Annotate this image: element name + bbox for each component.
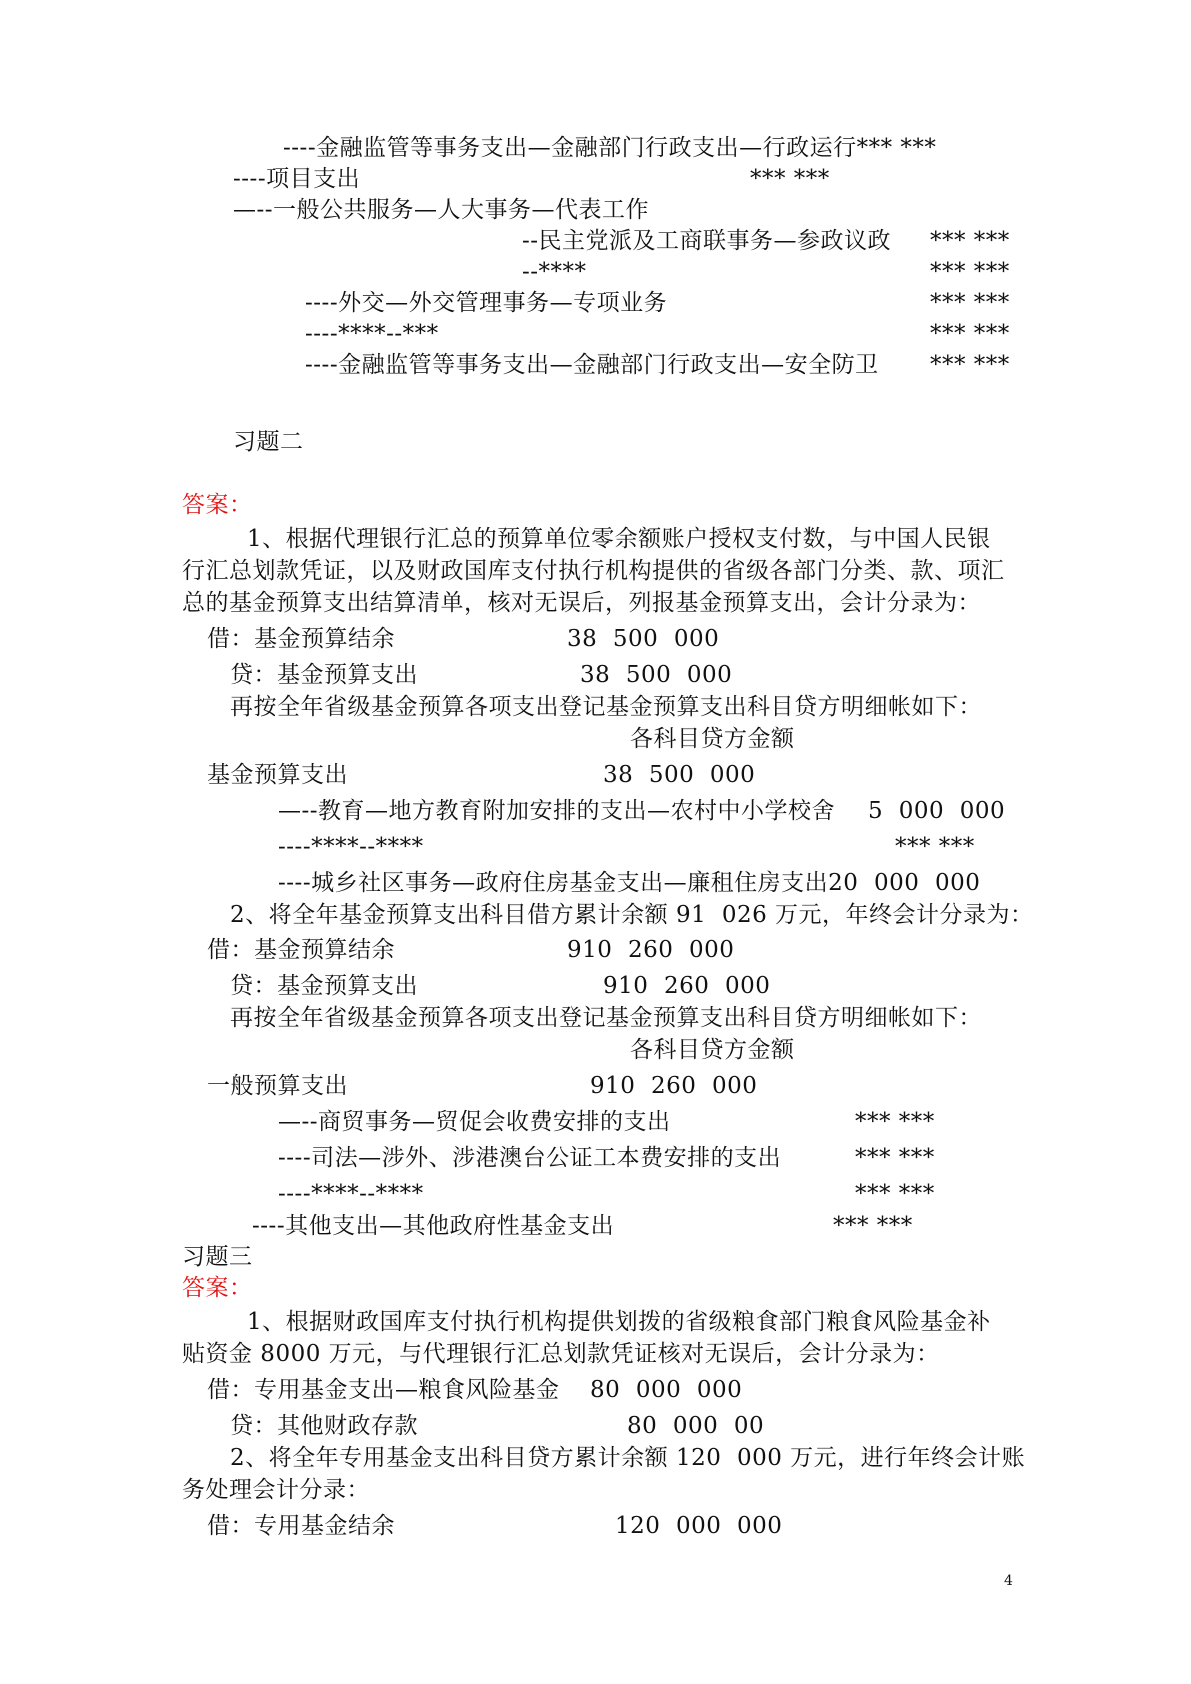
paragraph-line: 总的基金预算支出结算清单，核对无误后，列报基金预算支出，会计分录为：	[182, 590, 981, 616]
ledger-amount: *** ***	[930, 228, 1010, 254]
ledger-line: --****	[522, 259, 587, 285]
ledger-line: ----外交—外交管理事务—专项业务	[305, 290, 668, 316]
paragraph-line: 2、将全年专用基金支出科目贷方累计余额 120 000 万元，进行年终会计账	[230, 1445, 1026, 1471]
entry-credit: 贷：其他财政存款	[230, 1413, 418, 1439]
ledger-amount: *** ***	[930, 290, 1010, 316]
ledger-amount: *** ***	[930, 321, 1010, 347]
ledger-line: --民主党派及工商联事务—参政议政	[522, 228, 892, 254]
detail-account: 基金预算支出	[207, 762, 348, 788]
ledger-line: —--一般公共服务—人大事务—代表工作	[233, 197, 650, 223]
entry-credit: 贷：基金预算支出	[230, 662, 418, 688]
entry-amount: 38 500 000	[567, 626, 720, 652]
detail-line: ----其他支出—其他政府性基金支出	[252, 1213, 615, 1239]
entry-amount: 80 000 000	[590, 1377, 743, 1403]
ledger-amount: *** ***	[930, 352, 1010, 378]
entry-debit: 借：专用基金支出—粮食风险基金	[207, 1377, 560, 1403]
entry-amount: 120 000 000	[615, 1513, 783, 1539]
ledger-line: ----金融监管等事务支出—金融部门行政支出—安全防卫	[305, 352, 879, 378]
detail-line: —--商贸事务—贸促会收费安排的支出	[278, 1109, 671, 1135]
detail-column-header: 各科目贷方金额	[630, 1037, 795, 1063]
detail-amount: *** ***	[895, 834, 975, 860]
ledger-line: ----金融监管等事务支出—金融部门行政支出—行政运行*** ***	[283, 135, 937, 161]
entry-credit: 贷：基金预算支出	[230, 973, 418, 999]
entry-debit: 借：专用基金结余	[207, 1513, 395, 1539]
detail-amount: *** ***	[833, 1213, 913, 1239]
ledger-amount: *** ***	[930, 259, 1010, 285]
detail-amount: 38 500 000	[603, 762, 756, 788]
ledger-amount: *** ***	[750, 166, 830, 192]
detail-intro: 再按全年省级基金预算各项支出登记基金预算支出科目贷方明细帐如下：	[230, 1005, 982, 1031]
entry-amount: 38 500 000	[580, 662, 733, 688]
paragraph-line: 务处理会计分录：	[182, 1477, 370, 1503]
detail-amount: *** ***	[855, 1145, 935, 1171]
paragraph-line: 行汇总划款凭证，以及财政国库支付执行机构提供的省级各部门分类、款、项汇	[182, 558, 1005, 584]
detail-line: ----城乡社区事务—政府住房基金支出—廉租住房支出20 000 000	[278, 870, 981, 896]
paragraph-line: 1、根据财政国库支付执行机构提供划拨的省级粮食部门粮食风险基金补	[247, 1309, 991, 1335]
entry-debit: 借：基金预算结余	[207, 626, 395, 652]
answer-label: 答案：	[182, 1275, 253, 1301]
entry-amount: 910 260 000	[567, 937, 735, 963]
detail-amount: *** ***	[855, 1109, 935, 1135]
detail-line: ----司法—涉外、涉港澳台公证工本费安排的支出	[278, 1145, 782, 1171]
page-number: 4	[1004, 1573, 1013, 1589]
entry-debit: 借：基金预算结余	[207, 937, 395, 963]
detail-line: ----****--****	[278, 1181, 424, 1207]
detail-column-header: 各科目贷方金额	[630, 726, 795, 752]
paragraph-line: 1、根据代理银行汇总的预算单位零余额账户授权支付数，与中国人民银	[247, 526, 991, 552]
detail-line: ----****--****	[278, 834, 424, 860]
detail-amount: 5 000 000	[868, 798, 1006, 824]
entry-amount: 910 260 000	[603, 973, 771, 999]
answer-label: 答案：	[182, 492, 253, 518]
detail-amount: 910 260 000	[590, 1073, 758, 1099]
exercise-heading: 习题二	[233, 429, 304, 455]
paragraph-line: 2、将全年基金预算支出科目借方累计余额 91 026 万元，年终会计分录为：	[230, 902, 1034, 928]
detail-line: —--教育—地方教育附加安排的支出—农村中小学校舍	[278, 798, 836, 824]
ledger-line: ----项目支出	[233, 166, 361, 192]
ledger-line: ----****--***	[305, 321, 439, 347]
entry-amount: 80 000 00	[627, 1413, 765, 1439]
paragraph-line: 贴资金 8000 万元，与代理银行汇总划款凭证核对无误后，会计分录为：	[182, 1341, 940, 1367]
exercise-heading: 习题三	[182, 1244, 253, 1270]
detail-intro: 再按全年省级基金预算各项支出登记基金预算支出科目贷方明细帐如下：	[230, 694, 982, 720]
detail-amount: *** ***	[855, 1181, 935, 1207]
detail-account: 一般预算支出	[207, 1073, 348, 1099]
